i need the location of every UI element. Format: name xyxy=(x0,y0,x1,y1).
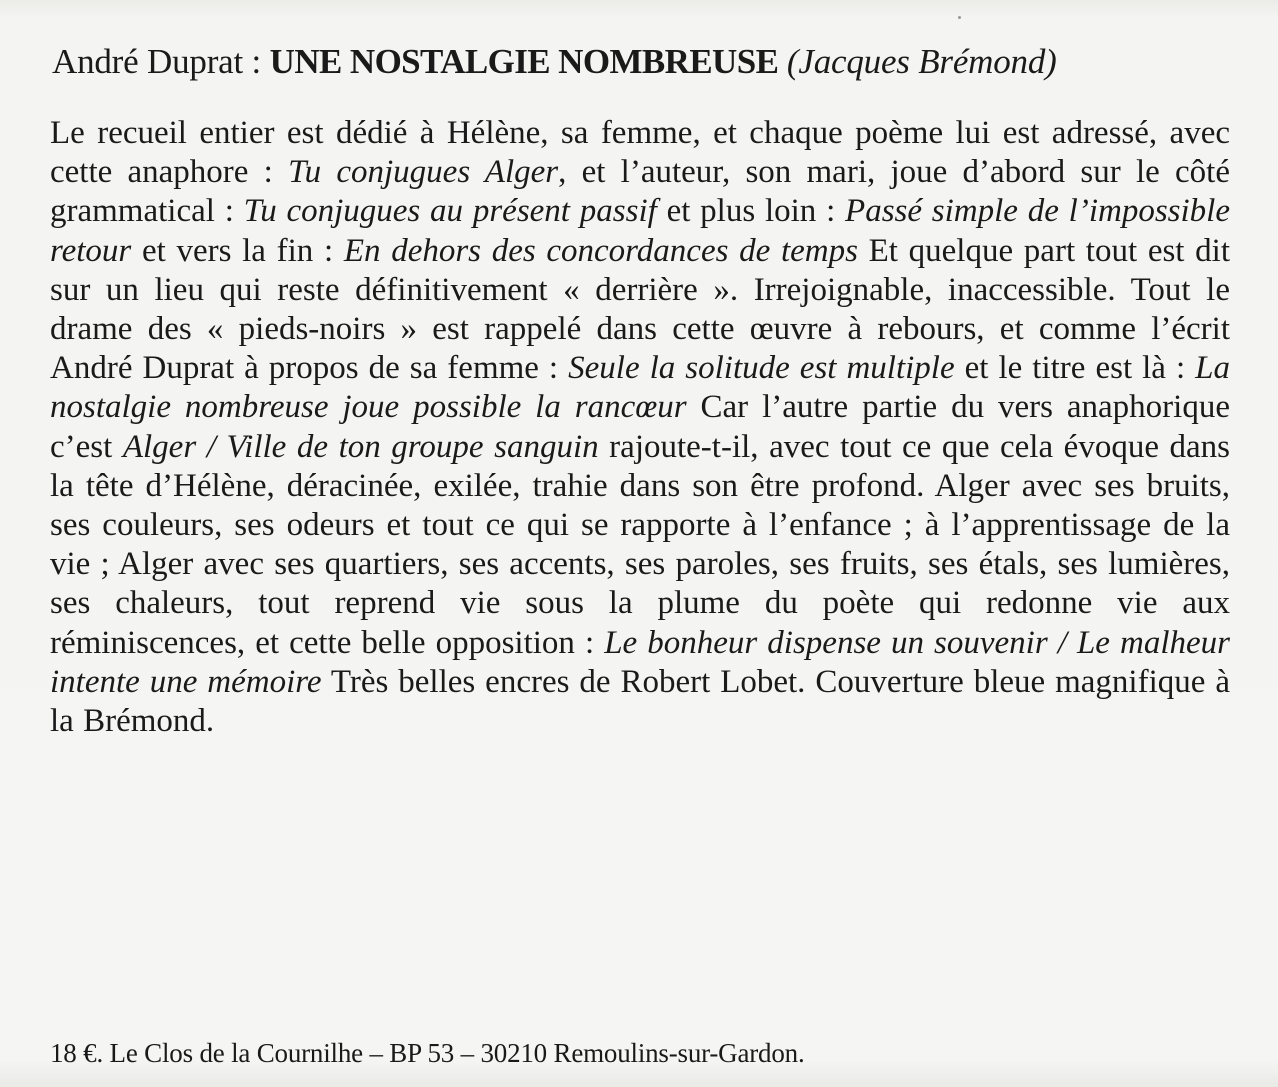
publisher-name: (Jacques Brémond) xyxy=(786,42,1057,81)
review-sentence: et plus loin : xyxy=(656,193,846,230)
review-sentence: Le recueil entier est dédié à Hélène, sa femme, et chaque poème lui est adressé, avec cette anaphore : xyxy=(50,115,1230,191)
quoted-verse: Alger / Ville de ton groupe sanguin xyxy=(122,428,599,465)
review-sentence: Et quelque part tout est dit sur un lieu qui reste définitivement « derrière ». Irrejoignable, inaccessible. Tout le drame des « pieds-noirs » est rappelé dans cette œuvre à rebours, et comme l’écrit André Duprat à propos de sa femme : xyxy=(50,232,1230,387)
review-sentence: et vers la fin : xyxy=(131,232,344,269)
review-sentence: Car l’autre partie du vers anaphorique c’est xyxy=(50,389,1230,465)
quoted-verse: Tu conjugues au présent passif xyxy=(243,193,657,230)
review-sentence: rajoute-t-il, avec tout ce que cela évoque dans la tête d’Hélène, déracinée, exilée, trahie dans son être profond. Alger avec ses bruits, ses couleurs, ses odeurs et tout ce qui se rapporte à l’enfance ; à l’apprentissage de la vie ; Alger avec ses quartiers, ses accents, ses paroles, ses fruits, ses étals, ses lumières, ses chaleurs, tout reprend vie sous la plume du poète qui redonne vie aux réminiscences, et cette belle opposition : xyxy=(50,428,1231,661)
review-clipping xyxy=(44,40,1234,741)
quoted-verse: Seule la solitude est multiple xyxy=(568,350,955,387)
review-sentence: , et l’auteur, son mari, joue d’abord sur le côté grammatical : xyxy=(50,154,1230,230)
scan-speck xyxy=(958,16,961,19)
book-title: UNE NOSTALGIE NOMBREUSE xyxy=(269,42,779,81)
author-name: André Duprat : xyxy=(52,42,270,81)
review-sentence: et le titre est là : xyxy=(954,350,1196,387)
quoted-verse: Passé simple de l’impossible retour xyxy=(50,193,1230,269)
review-sentence: Très belles encres de Robert Lobet. Couverture bleue magnifique à la Brémond. xyxy=(50,663,1230,740)
review-text xyxy=(50,114,1230,741)
quoted-verse: La nostalgie nombreuse joue possible la rancœur xyxy=(50,350,1230,426)
review-heading xyxy=(52,40,1234,84)
quoted-verse: Tu conjugues Alger xyxy=(288,154,559,191)
price-and-address: 18 €. Le Clos de la Cournilhe – BP 53 – 30210 Remoulins-sur-Gardon. xyxy=(50,1038,805,1068)
quoted-verse: En dehors des concordances de temps xyxy=(343,232,858,269)
quoted-verse: Le bonheur dispense un souvenir / Le malheur intente une mémoire xyxy=(50,624,1230,700)
